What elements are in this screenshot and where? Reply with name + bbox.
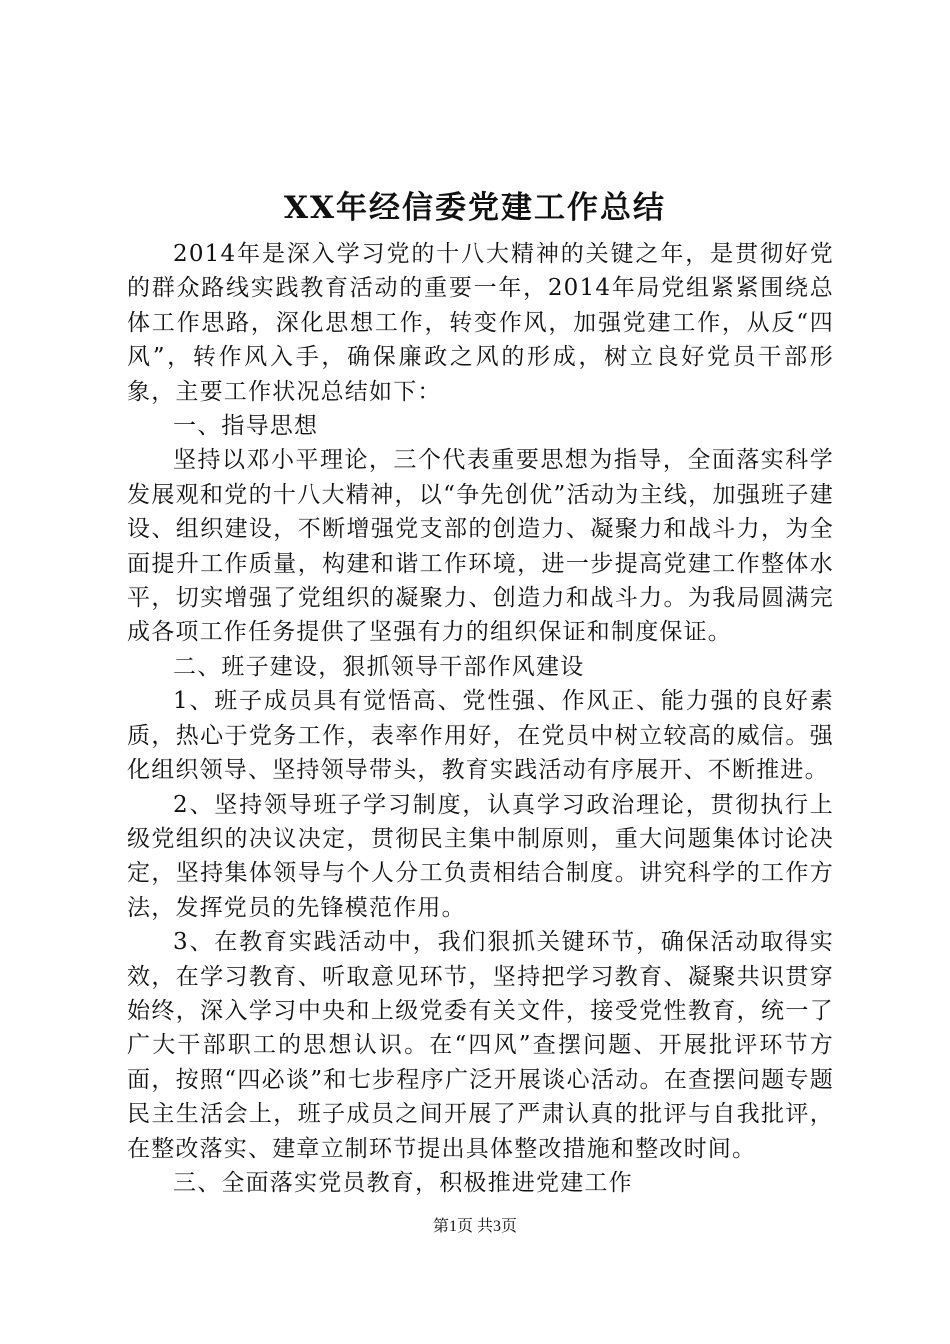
section-heading-team-building: 二、班子建设，狠抓领导干部作风建设 — [173, 653, 585, 680]
section-heading-member-education: 三、全面落实党员教育，积极推进党建工作 — [173, 1169, 633, 1196]
section-heading-guiding-thought: 一、指导思想 — [173, 413, 319, 440]
document-title: XX年经信委党建工作总结 — [283, 190, 667, 226]
page-number-footer: 第1页 共3页 — [432, 1218, 517, 1235]
guiding-thought-paragraph: 坚持以邓小平理论，三个代表重要思想为指导，全面落实科学发展观和党的十八大精神，以“争先创优”活动为主线，加强班子建设、组织建设，不断增强党支部的创造力、凝聚力和战斗力，为全面提升工作质量，构建和谐工作环境，进一步提高党建工作整体水平，切实增强了党组织的凝聚力、创造力和战斗力。为我局圆满完成各项工作任务提供了坚强有力的组织保证和制度保证。 — [127, 447, 834, 646]
team-building-point-3: 3、在教育实践活动中，我们狠抓关键环节，确保活动取得实效，在学习教育、听取意见环节，坚持把学习教育、凝聚共识贯穿始终，深入学习中央和上级党委有关文件，接受党性教育，统一了广大干部职工的思想认识。在“四风”查摆问题、开展批评环节方面，按照“四必谈”和七步程序广泛开展谈心活动。在查摆问题专题民主生活会上，班子成员之间开展了严肃认真的批评与自我批评，在整改落实、建章立制环节提出具体整改措施和整改时间。 — [127, 929, 834, 1162]
document-body — [127, 237, 834, 1200]
team-building-point-1: 1、班子成员具有觉悟高、党性强、作风正、能力强的良好素质，热心于党务工作，表率作用好，在党员中树立较高的威信。强化组织领导、坚持领导带头，教育实践活动有序展开、不断推进。 — [127, 688, 834, 784]
team-building-point-2: 2、坚持领导班子学习制度，认真学习政治理论，贯彻执行上级党组织的决议决定，贯彻民主集中制原则，重大问题集体讨论决定，坚持集体领导与个人分工负责相结合制度。讲究科学的工作方法，发挥党员的先锋模范作用。 — [127, 791, 834, 921]
intro-paragraph: 2014年是深入学习党的十八大精神的关键之年，是贯彻好党的群众路线实践教育活动的重要一年，2014年局党组紧紧围绕总体工作思路，深化思想工作，转变作风，加强党建工作，从反“四风”，转作风入手，确保廉政之风的形成，树立良好党员干部形象，主要工作状况总结如下： — [127, 241, 834, 405]
